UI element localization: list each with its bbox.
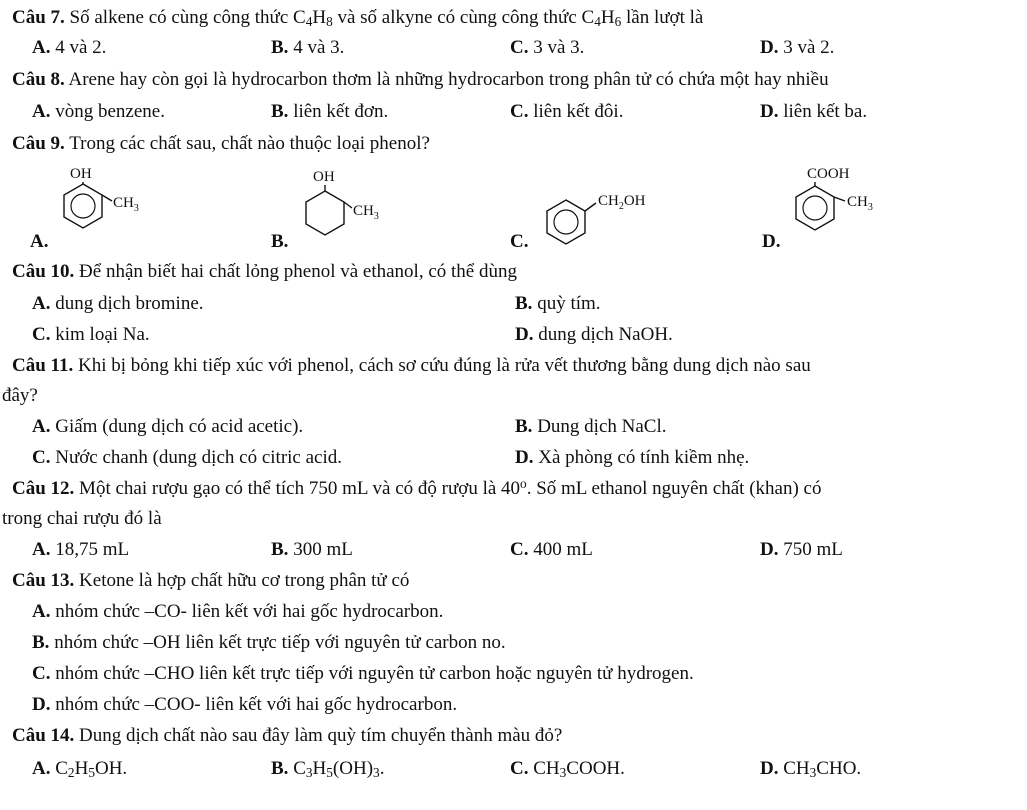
q9-d-aromatic-circle — [803, 196, 827, 220]
q13-option-d-text: nhóm chức –COO- liên kết với hai gốc hydrocarbon. — [55, 694, 458, 715]
q14-option-b[interactable] — [271, 757, 384, 781]
q9-text: Trong các chất sau, chất nào thuộc loại phenol? — [69, 133, 430, 154]
q8-option-d-label: D. — [760, 101, 779, 122]
q12-stem — [12, 477, 821, 501]
q9-a-oh: OH — [70, 166, 92, 182]
q14-a-p0: C — [55, 758, 68, 779]
q13-option-d[interactable] — [32, 693, 457, 717]
q14-option-c[interactable] — [510, 757, 625, 781]
q12-text-a: Một chai rượu gạo có thể tích 750 mL và có độ rượu là 40 — [79, 478, 521, 499]
q8-option-c-text: liên kết đôi. — [533, 101, 624, 122]
q14-stem — [12, 724, 562, 748]
q9-option-a-structure[interactable] — [55, 162, 165, 252]
q7-option-b-text: 4 và 3. — [293, 37, 345, 58]
q8-option-b-text: liên kết đơn. — [293, 101, 389, 122]
q7-sub2: 8 — [326, 14, 333, 29]
q8-text: Arene hay còn gọi là hydrocarbon thơm là những hydrocarbon trong phân tử có chứa một hay nhiều — [68, 69, 829, 90]
q12-option-a[interactable] — [32, 538, 129, 562]
q13-stem — [12, 569, 409, 593]
q9-c-ch2oh: $CH_2OH$ — [598, 193, 646, 212]
q8-option-c-label: C. — [510, 101, 529, 122]
q11-option-b-label: B. — [515, 416, 533, 437]
q11-option-d-label: D. — [515, 447, 534, 468]
q9-d-ring — [796, 186, 834, 230]
q11-option-a[interactable] — [32, 415, 303, 439]
q9-option-b-structure[interactable] — [295, 165, 405, 255]
q9-d-ch3: $CH_3$ — [847, 194, 873, 213]
q7-option-d-text: 3 và 2. — [783, 37, 835, 58]
q10-option-b-label: B. — [515, 293, 533, 314]
q7-option-d[interactable] — [760, 36, 834, 60]
q11-option-b[interactable] — [515, 415, 666, 439]
q14-c-p2: COOH. — [566, 758, 625, 779]
q11-option-a-text: Giấm (dung dịch có acid acetic). — [55, 416, 304, 437]
q14-option-d[interactable] — [760, 757, 861, 781]
q9-option-c-label[interactable]: C. — [510, 231, 529, 252]
q9-b-ch3: $CH_3$ — [353, 203, 379, 222]
q8-option-d[interactable] — [760, 100, 867, 124]
q7-stem — [12, 6, 703, 30]
q13-option-c-text: nhóm chức –CHO liên kết trực tiếp với nguyên tử carbon hoặc nguyên tử hydrogen. — [55, 663, 694, 684]
q9-c-ring — [547, 200, 585, 244]
q12-option-c[interactable] — [510, 538, 593, 562]
q12-option-d-text: 750 mL — [783, 539, 843, 560]
q8-option-b-label: B. — [271, 101, 289, 122]
q10-option-b-text: quỳ tím. — [537, 293, 601, 314]
q10-text: Để nhận biết hai chất lỏng phenol và ethanol, có thể dùng — [79, 261, 517, 282]
q8-label: Câu 8. — [12, 69, 65, 90]
q8-stem — [12, 68, 829, 92]
q13-option-b-text: nhóm chức –OH liên kết trực tiếp với nguyên tử carbon no. — [54, 632, 506, 653]
q7-option-a-label: A. — [32, 37, 51, 58]
q7-option-d-label: D. — [760, 37, 779, 58]
q9-label: Câu 9. — [12, 133, 65, 154]
q10-option-d-label: D. — [515, 324, 534, 345]
q10-option-c-label: C. — [32, 324, 51, 345]
q7-option-c-text: 3 và 3. — [533, 37, 585, 58]
q12-option-a-label: A. — [32, 539, 51, 560]
q13-text: Ketone là hợp chất hữu cơ trong phân tử có — [79, 570, 410, 591]
q14-c-p1: 3 — [559, 765, 567, 780]
q12-option-c-text: 400 mL — [533, 539, 593, 560]
q14-option-c-label: C. — [510, 758, 529, 779]
q7-text-e: lần lượt là — [621, 7, 704, 28]
q9-d-cooh: COOH — [807, 166, 850, 182]
q14-b-p5: 3 — [373, 765, 380, 780]
q13-option-a-label: A. — [32, 601, 51, 622]
q14-b-p3: 5 — [326, 765, 333, 780]
q10-option-a-text: dung dịch bromine. — [55, 293, 204, 314]
q10-label: Câu 10. — [12, 261, 75, 282]
q14-a-p4: OH. — [94, 758, 128, 779]
q13-label: Câu 13. — [12, 570, 75, 591]
q9-option-a-label[interactable]: A. — [30, 231, 49, 252]
q7-option-c-label: C. — [510, 37, 529, 58]
q13-option-a-text: nhóm chức –CO- liên kết với hai gốc hydrocarbon. — [55, 601, 444, 622]
q12-option-b-text: 300 mL — [293, 539, 353, 560]
q9-option-c-structure[interactable] — [538, 185, 678, 250]
q14-option-b-label: B. — [271, 758, 289, 779]
q9-option-b-label[interactable]: B. — [271, 231, 289, 252]
q7-text-a: Số alkene có cùng công thức C — [69, 7, 306, 28]
q12-text-b: . Số mL ethanol nguyên chất (khan) có — [526, 478, 822, 499]
q11-label: Câu 11. — [12, 355, 74, 376]
q9-a-ch3: $CH_3$ — [113, 195, 139, 214]
q10-stem — [12, 260, 517, 284]
q10-option-d-text: dung dịch NaOH. — [538, 324, 673, 345]
q7-sub4: 6 — [614, 14, 622, 29]
q12-stem-cont: trong chai rượu đó là — [2, 508, 162, 529]
q7-option-b[interactable] — [271, 36, 344, 60]
q13-option-b-label: B. — [32, 632, 50, 653]
q12-option-d-label: D. — [760, 539, 779, 560]
q14-d-p1: 3 — [809, 765, 817, 780]
q12-label: Câu 12. — [12, 478, 75, 499]
q11-stem-cont: đây? — [2, 385, 38, 406]
q7-text-c: và số alkyne có cùng công thức C — [332, 7, 595, 28]
q14-b-p2: H — [312, 758, 327, 779]
q10-option-a[interactable] — [32, 292, 204, 316]
q11-option-c-text: Nước chanh (dung dịch có citric acid. — [55, 447, 342, 468]
q12-option-c-label: C. — [510, 539, 529, 560]
q11-option-d-text: Xà phòng có tính kiềm nhẹ. — [538, 447, 750, 468]
q10-option-d[interactable] — [515, 323, 673, 347]
q10-option-b[interactable] — [515, 292, 601, 316]
q10-option-c[interactable] — [32, 323, 150, 347]
q11-stem — [12, 354, 811, 378]
q14-b-p4: (OH) — [332, 758, 374, 779]
q8-option-a[interactable] — [32, 100, 165, 124]
q11-text: Khi bị bỏng khi tiếp xúc với phenol, cách sơ cứu đúng là rửa vết thương bằng dung dịch nào sau — [78, 355, 811, 376]
q11-option-d[interactable] — [515, 446, 749, 470]
q7-option-b-label: B. — [271, 37, 289, 58]
q9-a-aromatic-circle — [71, 194, 95, 218]
q14-d-p0: CH — [783, 758, 810, 779]
q12-option-b[interactable] — [271, 538, 353, 562]
q14-label: Câu 14. — [12, 725, 75, 746]
q14-option-a[interactable] — [32, 757, 127, 781]
q11-option-c[interactable] — [32, 446, 342, 470]
q8-option-b[interactable] — [271, 100, 388, 124]
q13-option-a[interactable] — [32, 600, 443, 624]
q7-text-d: H — [600, 7, 615, 28]
q7-option-c[interactable] — [510, 36, 584, 60]
q7-sub3: 4 — [594, 14, 601, 29]
q13-option-c-label: C. — [32, 663, 51, 684]
q7-option-a[interactable] — [32, 36, 106, 60]
q9-option-d-label[interactable]: D. — [762, 231, 781, 252]
q14-b-p1: 3 — [305, 765, 313, 780]
q14-d-p2: CHO. — [816, 758, 862, 779]
q13-option-c[interactable] — [32, 662, 694, 686]
q7-option-a-text: 4 và 2. — [55, 37, 107, 58]
q8-option-a-label: A. — [32, 101, 51, 122]
q7-label: Câu 7. — [12, 7, 65, 28]
q11-option-a-label: A. — [32, 416, 51, 437]
q9-stem — [12, 132, 430, 156]
q14-a-p2: H — [74, 758, 89, 779]
q14-a-p3: 5 — [88, 765, 95, 780]
q11-option-b-text: Dung dịch NaCl. — [537, 416, 667, 437]
q14-text: Dung dịch chất nào sau đây làm quỳ tím chuyển thành màu đỏ? — [79, 725, 563, 746]
q12-option-a-text: 18,75 mL — [55, 539, 130, 560]
q8-option-d-text: liên kết ba. — [783, 101, 868, 122]
q14-b-p6: . — [379, 758, 385, 779]
q12-option-d[interactable] — [760, 538, 843, 562]
q10-option-c-text: kim loại Na. — [55, 324, 150, 345]
q14-b-p0: C — [293, 758, 306, 779]
q8-option-a-text: vòng benzene. — [55, 101, 165, 122]
q14-a-p1: 2 — [67, 765, 75, 780]
q8-option-c[interactable] — [510, 100, 623, 124]
q14-option-d-label: D. — [760, 758, 779, 779]
q9-b-oh: OH — [313, 169, 335, 185]
q12-option-b-label: B. — [271, 539, 289, 560]
q12-degree: o — [520, 476, 527, 491]
q7-sub1: 4 — [305, 14, 313, 29]
q9-a-ring — [64, 184, 102, 228]
q13-option-d-label: D. — [32, 694, 51, 715]
q14-option-a-label: A. — [32, 758, 51, 779]
q7-text-b: H — [312, 7, 327, 28]
q9-option-d-structure[interactable] — [787, 162, 907, 252]
q9-b-ring — [306, 191, 344, 235]
q9-c-aromatic-circle — [554, 210, 578, 234]
q10-option-a-label: A. — [32, 293, 51, 314]
q14-c-p0: CH — [533, 758, 560, 779]
q11-option-c-label: C. — [32, 447, 51, 468]
q13-option-b[interactable] — [32, 631, 506, 655]
